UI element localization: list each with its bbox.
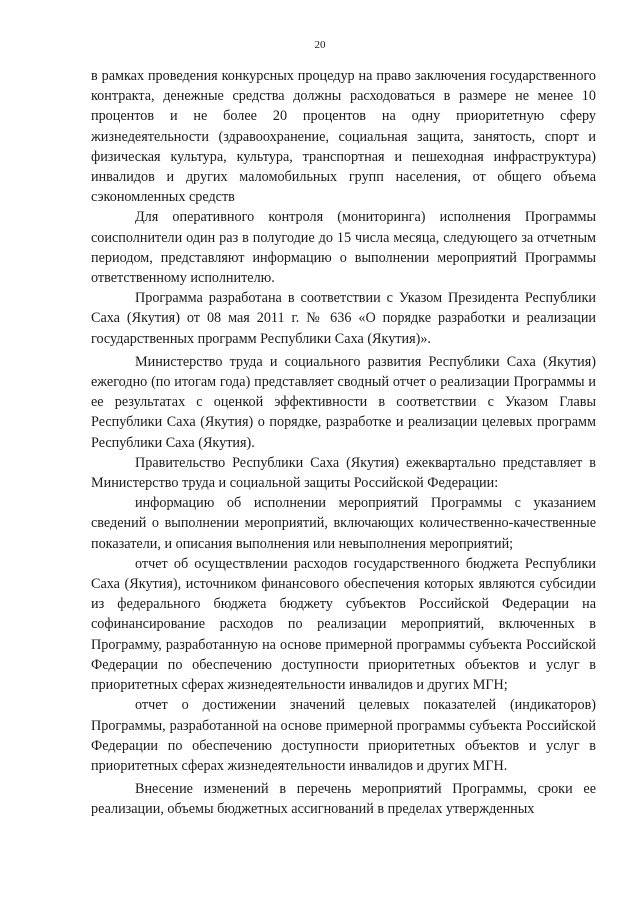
page-number: 20 [314, 39, 326, 51]
paragraph-annual-report: Министерство труда и социального развития Республики Саха (Якутия) ежегодно (по итогам года) представляет сводный отчет о реализации Программы и ее результатах с оценкой эффективности в соответствии с Указом Главы Республики Саха (Якутия) о порядке, разработке и реализации целевых программ Республики Саха (Якутия). [91, 353, 596, 451]
paragraph-procurement-spending: в рамках проведения конкурсных процедур на право заключения государственного контракта, денежные средства должны расходоваться в размере не менее 10 процентов и не более 20 процентов на одну приоритетную сферу жизнедеятельности (здравоохранение, социальная защита, занятость, спорт и физическая культура, культура, транспортная и пешеходная инфраструктура) инвалидов и других маломобильных групп населения, от общего объема сэкономленных средств [91, 68, 596, 206]
paragraph-execution-info: информацию об исполнении мероприятий Программы с указанием сведений о выполнении мероприятий, включающих количественно-качественные показатели, и описания выполнения или невыполнения мероприятий; [91, 495, 596, 552]
paragraph-expenditure-report: отчет об осуществлении расходов государственного бюджета Республики Саха (Якутия), источником финансового обеспечения которых являются субсидии из федерального бюджета бюджету субъектов Российской Федерации на софинансирование расходов по реализации мероприятий, включенных в Программу, разработанную на основе примерной программы субъекта Российской Федерации по обеспечению доступности приоритетных объектов и услуг в приоритетных сферах жизнедеятельности инвалидов и других МГН; [91, 555, 596, 694]
paragraph-program-changes: Внесение изменений в перечень мероприятий Программы, сроки ее реализации, объемы бюджетных ассигнований в пределах утвержденных [91, 781, 596, 818]
paragraph-program-basis: Программа разработана в соответствии с Указом Президента Республики Саха (Якутия) от 08 мая 2011 г. № 636 «О порядке разработки и реализации государственных программ Республики Саха (Якутия)». [91, 290, 596, 347]
paragraph-target-indicators: отчет о достижении значений целевых показателей (индикаторов) Программы, разработанной на основе примерной программы субъекта Российской Федерации по обеспечению доступности приоритетных объектов и услуг в приоритетных сферах жизнедеятельности инвалидов и других МГН. [91, 697, 596, 774]
document-body [91, 66, 596, 820]
paragraph-quarterly-report: Правительство Республики Саха (Якутия) ежеквартально представляет в Министерство труда и социальной защиты Российской Федерации: [91, 454, 596, 492]
paragraph-monitoring: Для оперативного контроля (мониторинга) исполнения Программы соисполнители один раз в полугодие до 15 числа месяца, следующего за отчетным периодом, представляют информацию о выполнении мероприятий Программы ответственному исполнителю. [91, 209, 596, 287]
